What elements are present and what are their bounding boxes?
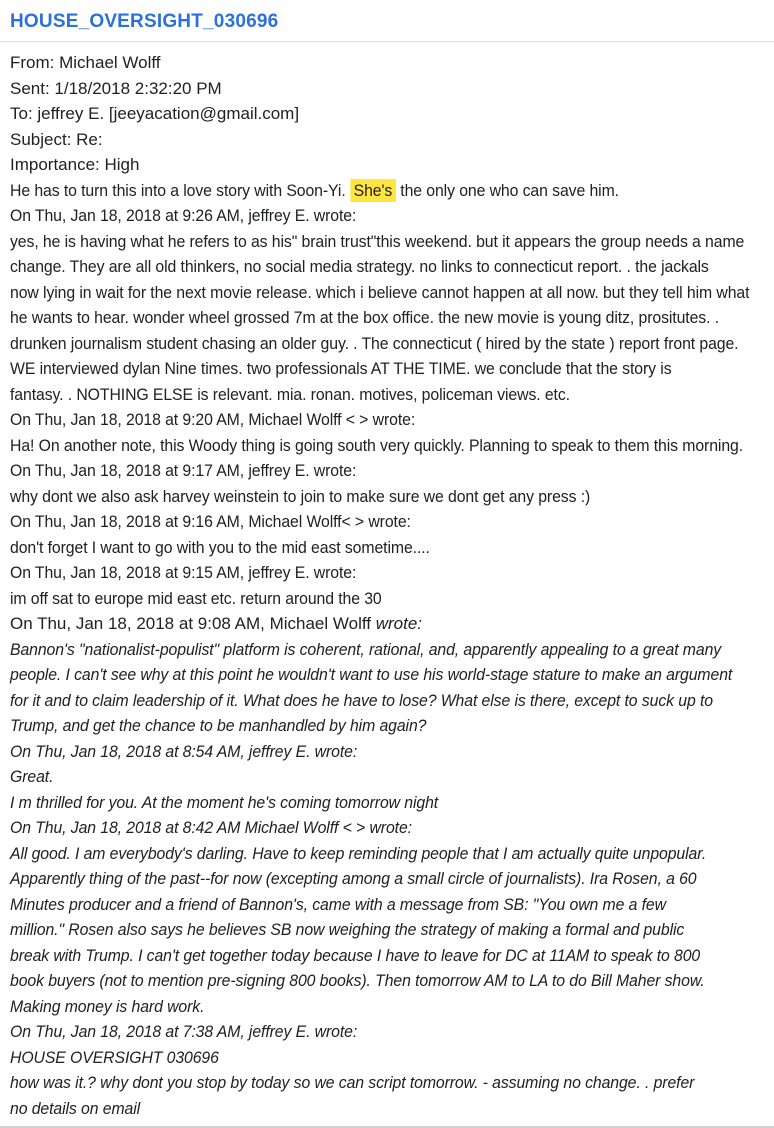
email-header-line: To: jeffrey E. [jeeyacation@gmail.com] — [10, 104, 300, 123]
email-line: On Thu, Jan 18, 2018 at 7:38 AM, jeffrey E. wrote: — [10, 1022, 358, 1041]
email-line: break with Trump. I can't get together today because I have to leave for DC at 11AM to speak to 800 — [10, 945, 701, 965]
email-body — [10, 50, 774, 1121]
email-line: change. They are all old thinkers, no social media strategy. no links to connecticut report. . the jackals — [10, 257, 709, 276]
email-line: On Thu, Jan 18, 2018 at 9:16 AM, Michael Wolff< > wrote: — [10, 512, 411, 531]
email-line: people. I can't see why at this point he wouldn't want to use his world-stage stature to make an argument — [10, 665, 733, 684]
email-line: im off sat to europe mid east etc. return around the 30 — [10, 588, 382, 608]
email-header-line: Importance: High — [10, 155, 140, 174]
email-line: Great. — [10, 767, 54, 786]
email-line: HOUSE OVERSIGHT 030696 — [10, 1047, 219, 1067]
email-line — [10, 611, 774, 637]
email-line: All good. I am everybody's darling. Have to keep reminding people that I am actually quite unpopular. — [10, 843, 707, 863]
email-header-line: Subject: Re: — [10, 129, 103, 149]
email-line: yes, he is having what he refers to as his" brain trust"this weekend. but it appears the group needs a name — [10, 231, 745, 251]
email-line: don't forget I want to go with you to the mid east sometime.... — [10, 537, 430, 557]
email-line: Bannon's "nationalist-populist" platform is coherent, rational, and, apparently appealing to a great many — [10, 639, 722, 659]
email-line: for it and to claim leadership of it. What does he have to lose? What else is there, except to suck up to — [10, 690, 713, 710]
email-line: Minutes producer and a friend of Bannon's, came with a message from SB: "You own me a few — [10, 894, 666, 914]
email-line: he wants to hear. wonder wheel grossed 7m at the box office. the new movie is young ditz, prositutes. . — [10, 308, 720, 327]
email-line: million." Rosen also says he believes SB now weighing the strategy of making a formal and public — [10, 920, 685, 939]
email-line: On Thu, Jan 18, 2018 at 9:15 AM, jeffrey E. wrote: — [10, 563, 357, 582]
title-divider — [0, 41, 774, 42]
email-line: WE interviewed dylan Nine times. two professionals AT THE TIME. we conclude that the story is — [10, 359, 672, 378]
text-run: On Thu, Jan 18, 2018 at 9:08 AM, Michael Wolff — [10, 614, 376, 633]
document-title-link[interactable]: HOUSE_OVERSIGHT_030696 — [10, 11, 279, 32]
email-header-line: From: Michael Wolff — [10, 53, 161, 72]
email-line: Making money is hard work. — [10, 996, 205, 1016]
email-line: fantasy. . NOTHING ELSE is relevant. mia. ronan. motives, policeman views. etc. — [10, 384, 570, 404]
email-line: On Thu, Jan 18, 2018 at 9:17 AM, jeffrey E. wrote: — [10, 461, 357, 480]
email-line: On Thu, Jan 18, 2018 at 9:26 AM, jeffrey E. wrote: — [10, 206, 357, 225]
search-highlight: She's — [350, 179, 396, 202]
email-line: how was it.? why dont you stop by today so we can script tomorrow. - assuming no change. . prefer — [10, 1073, 695, 1092]
email-line — [10, 178, 774, 204]
email-line: why dont we also ask harvey weinstein to join to make sure we dont get any press :) — [10, 486, 591, 506]
email-header-line: Sent: 1/18/2018 2:32:20 PM — [10, 78, 222, 98]
email-line: Ha! On another note, this Woody thing is going south very quickly. Planning to speak to them this morning. — [10, 435, 744, 455]
email-line: I m thrilled for you. At the moment he's coming tomorrow night — [10, 792, 439, 812]
text-run: the only one who can save him. — [395, 180, 619, 200]
email-line: Apparently thing of the past--for now (excepting among a small circle of journalists). Ira Rosen, a 60 — [10, 869, 697, 888]
email-line: On Thu, Jan 18, 2018 at 9:20 AM, Michael Wolff < > wrote: — [10, 410, 416, 429]
email-line: no details on email — [10, 1098, 141, 1118]
text-run: wrote: — [375, 614, 423, 633]
email-line: now lying in wait for the next movie release. which i believe cannot happen at all now. but they tell him what — [10, 282, 750, 302]
email-line: book buyers (not to mention pre-signing 800 books). Then tomorrow AM to LA to do Bill Maher show. — [10, 971, 705, 990]
email-line: drunken journalism student chasing an older guy. . The connecticut ( hired by the state ) report front page. — [10, 333, 739, 353]
email-line: On Thu, Jan 18, 2018 at 8:54 AM, jeffrey E. wrote: — [10, 741, 358, 761]
email-line: Trump, and get the chance to be manhandled by him again? — [10, 716, 427, 735]
email-line: On Thu, Jan 18, 2018 at 8:42 AM Michael Wolff < > wrote: — [10, 818, 412, 837]
text-run: He has to turn this into a love story with Soon-Yi. — [10, 180, 350, 200]
